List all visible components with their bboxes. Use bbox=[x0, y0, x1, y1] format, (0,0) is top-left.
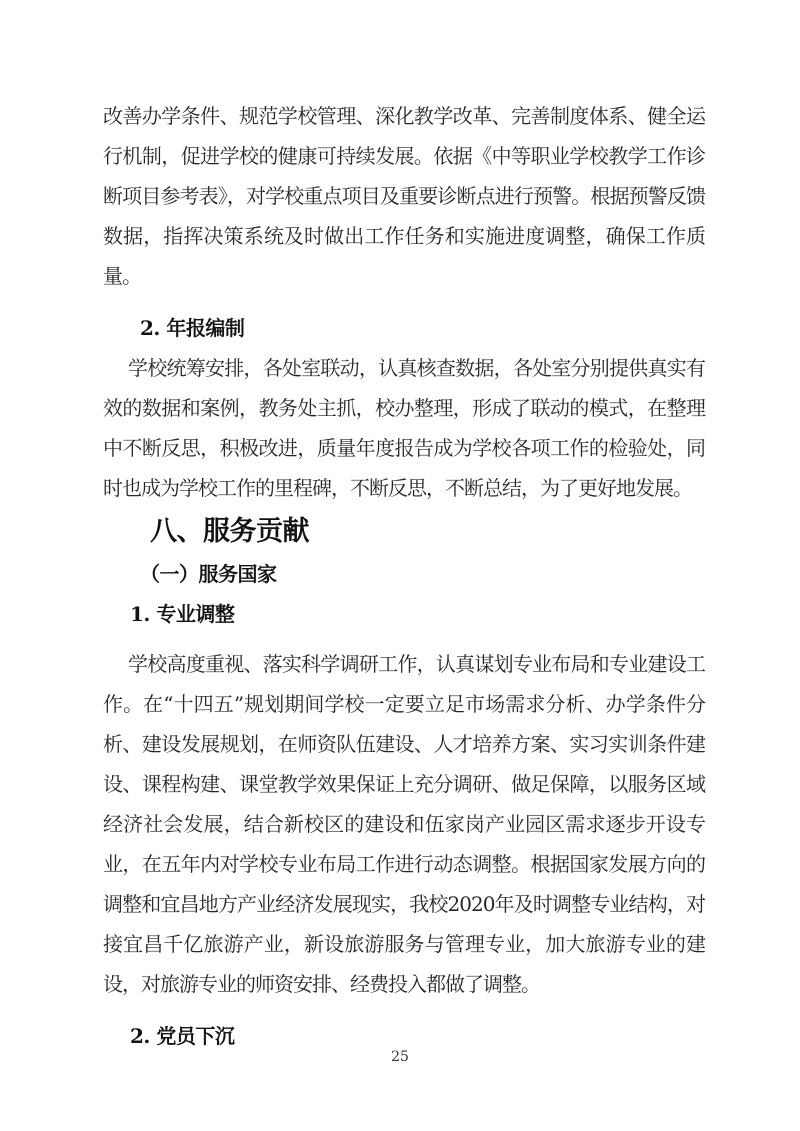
page-footer bbox=[0, 1046, 800, 1065]
paragraph-annual-report: 学校统筹安排，各处室联动，认真核查数据，各处室分别提供真实有效的数据和案例，教务处主抓，校办整理，形成了联动的模式，在整理中不断反思，积极改进，质量年度报告成为学校各项工作的检验处，同时也成为学校工作的里程碑，不断反思，不断总结，为了更好地发展。 bbox=[103, 356, 705, 500]
heading-section-service-contribution: 八、服务贡献 bbox=[150, 516, 309, 547]
heading-major-adjustment: 1. 专业调整 bbox=[130, 602, 235, 626]
heading-party-members: 2. 党员下沉 bbox=[130, 1024, 235, 1048]
heading-subsection-serve-country: （一）服务国家 bbox=[140, 562, 277, 586]
heading-annual-report-compilation: 2. 年报编制 bbox=[140, 316, 245, 340]
paragraph-continuation: 改善办学条件、规范学校管理、深化教学改革、完善制度体系、健全运行机制，促进学校的健康可持续发展。依据《中等职业学校教学工作诊断项目参考表》，对学校重点项目及重要诊断点进行预警。根据预警反馈数据，指挥决策系统及时做出工作任务和实施进度调整，确保工作质量。 bbox=[103, 104, 705, 288]
page-number: 25 bbox=[391, 1049, 409, 1065]
paragraph-major-adjustment: 学校高度重视、落实科学调研工作，认真谋划专业布局和专业建设工作。在“十四五”规划期间学校一定要立足市场需求分析、办学条件分析、建设发展规划，在师资队伍建设、人才培养方案、实习实训条件建设、课程构建、课堂教学效果保证上充分调研、做足保障，以服务区域经济社会发展，结合新校区的建设和伍家岗产业园区需求逐步开设专业，在五年内对学校专业布局工作进行动态调整。根据国家发展方向的调整和宜昌地方产业经济发展现实，我校2020年及时调整专业结构，对接宜昌千亿旅游产业，新设旅游服务与管理专业，加大旅游专业的建设，对旅游专业的师资安排、经费投入都做了调整。 bbox=[103, 652, 705, 996]
